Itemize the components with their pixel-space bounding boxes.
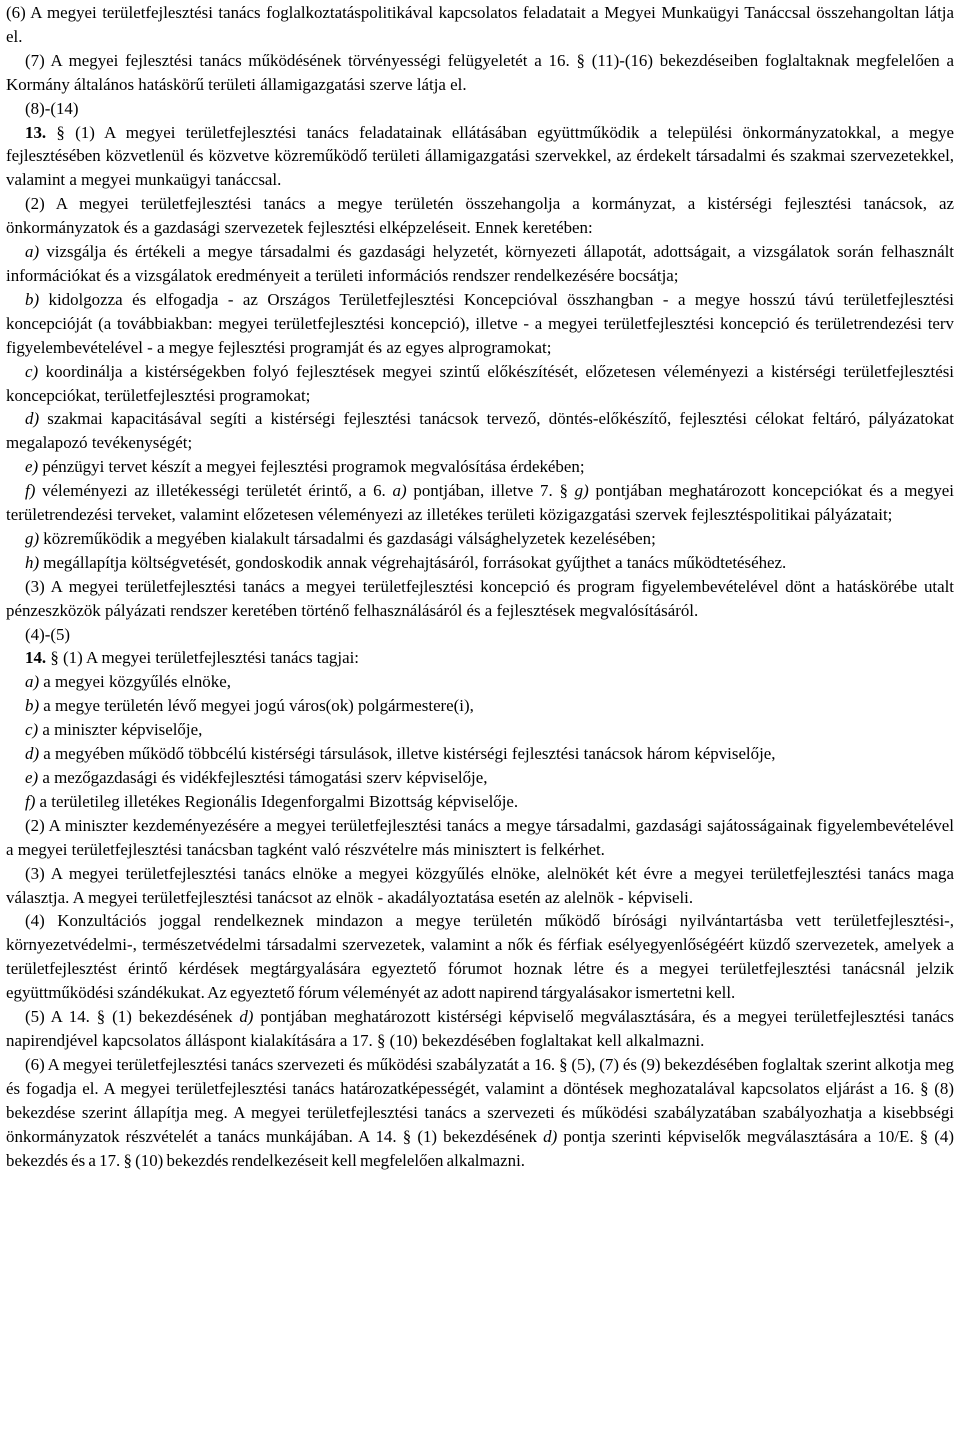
point-text: pontjában meghatározott koncepciókat és a megyei területrendezési terveket, valamint előzetesen véleményezi az illetékes területi közigazgatási szervek fejlesztéspolitikai pályázatait; bbox=[6, 481, 954, 525]
point-text: a megyei közgyűlés elnöke, bbox=[39, 672, 231, 692]
point-letter: e) bbox=[25, 457, 39, 477]
point-letter: c) bbox=[25, 361, 39, 381]
section-13-number: 13. bbox=[25, 122, 47, 142]
point-text: pontjában, illetve 7. § bbox=[406, 481, 575, 501]
point-letter: f) bbox=[25, 481, 36, 501]
section-14-paragraph-2: (2) A miniszter kezdeményezésére a megyei területfejlesztési tanács a megye társadalmi, gazdasági sajátosságainak figyelembevételével a megyei területfejlesztési tanácsban tagként való részvételre más minisztert is felkérhet. bbox=[6, 815, 954, 859]
paragraph-text: (6) A megyei területfejlesztési tanács szervezeti és működési szabályzatát a 16. § (5), (7) és (9) bekezdésében foglaltak szerint alkotja meg és fogadja el. A megyei területfejlesztési tanács határozatképességét, valamint a döntések meghozatalával kapcsolatos eljárást a 16. § (8) bekezdése szerint állapítja meg. A megyei területfejlesztési tanács a szervezeti és működési szabályzatában szabályozhatja a kisebbségi önkormányzatok részvételét a tanács munkájában. A 14. § (1) bekezdésének bbox=[6, 1054, 954, 1146]
point-text: a mezőgazdasági és vidékfejlesztési támogatási szerv képviselője, bbox=[38, 768, 488, 787]
point-letter: a) bbox=[25, 672, 40, 692]
section-14-paragraph-6 bbox=[6, 1053, 954, 1173]
point-text: a miniszter képviselője, bbox=[38, 720, 203, 740]
section-14-point-b bbox=[6, 694, 954, 718]
section-14-paragraph-4: (4) Konzultációs joggal rendelkeznek mindazon a megye területén működő bírósági nyilvántartásba vett területfejlesztési-, környezetvédelmi-, természetvédelmi társadalmi szervezetek, valamint a nők és férfiak esélyegyenlőségéért küzdő szervezetek, amelyek a területfejlesztést érintő kérdések megtárgyalására egyeztető fórumot hoznak létre és a megyei területfejlesztési tanácsnál jelzik együttműködési szándékukat. Az egyeztető fórum véleményét az adott napirend tárgyalásakor ismertetni kell. bbox=[6, 911, 954, 1003]
section-14-paragraph-1-text: § (1) A megyei területfejlesztési tanács tagjai: bbox=[46, 648, 359, 668]
paragraph-12-7: (7) A megyei fejlesztési tanács működésének törvényességi felügyeletét a 16. § (11)-(16) bekezdéseiben foglaltaknak megfelelően a Kormány általános hatáskörű területi államigazgatási szerve látja el. bbox=[6, 50, 954, 94]
paragraph-text: (5) A 14. § (1) bekezdésének bbox=[25, 1007, 240, 1027]
section-13-point-c bbox=[6, 360, 954, 408]
point-text: szakmai kapacitásával segíti a kistérségi fejlesztési tanácsok tervező, döntés-előkészítő, fejlesztési célokat feltáró, pályázatokat megalapozó tevékenységét; bbox=[6, 409, 954, 453]
point-letter: f) bbox=[25, 791, 36, 811]
point-reference: a) bbox=[392, 481, 407, 501]
point-letter: e) bbox=[25, 768, 39, 787]
section-13-paragraph-3: (3) A megyei területfejlesztési tanács a megyei területfejlesztési koncepció és program figyelembevételével dönt a hatáskörébe utalt pénzeszközök pályázati rendszer keretében történő felhasználásáról és a fejlesztések megvalósításáról. bbox=[6, 576, 954, 620]
section-13-paragraph-1 bbox=[6, 121, 954, 193]
point-text: kidolgozza és elfogadja - az Országos Területfejlesztési Koncepcióval összhangban - a megye hosszú távú területfejlesztési koncepcióját (a továbbiakban: megyei területfejlesztési koncepció), illetve - a megyei területfejlesztési koncepció és területrendezési terv figyelembevételével - a megye fejlesztési programját és az egyes alprogramokat; bbox=[6, 289, 954, 357]
section-13-point-d bbox=[6, 407, 954, 455]
point-letter: b) bbox=[25, 289, 40, 309]
section-13-point-e bbox=[6, 455, 954, 479]
section-14-point-e bbox=[6, 766, 954, 790]
section-13-point-b bbox=[6, 288, 954, 360]
point-text: közreműködik a megyében kialakult társadalmi és gazdasági válsághelyzetek kezelésében; bbox=[39, 528, 656, 548]
section-13-point-h bbox=[6, 551, 954, 575]
section-14-point-c bbox=[6, 718, 954, 742]
point-text: véleményezi az illetékességi területét érintő, a 6. bbox=[35, 481, 393, 501]
point-reference: d) bbox=[543, 1126, 558, 1146]
paragraph-12-6: (6) A megyei területfejlesztési tanács foglalkoztatáspolitikával kapcsolatos feladatait a Megyei Munkaügyi Tanáccsal összehangoltan látja el. bbox=[6, 3, 954, 46]
point-letter: b) bbox=[25, 696, 40, 716]
section-13-paragraph-1-text: § (1) A megyei területfejlesztési tanács feladatainak ellátásában együttműködik a települési önkormányzatokkal, a megye fejlesztésében közvetlenül és közvetve közreműködő területi államigazgatási szervekkel, az érdekelt társadalmi és szakmai szervezetekkel, valamint a megyei munkaügyi tanáccsal. bbox=[6, 122, 954, 190]
point-reference: d) bbox=[239, 1007, 254, 1027]
point-text: megállapítja költségvetését, gondoskodik annak végrehajtásáról, forrásokat gyűjthet a tanács működtetéséhez. bbox=[39, 552, 787, 572]
paragraph-text: pontja szerinti képviselők megválasztására a 10/E. § (4) bekezdés és a 17. § (10) bekezdés rendelkezéseit kell megfelelően alkalmazni. bbox=[6, 1126, 954, 1170]
point-letter: h) bbox=[25, 552, 40, 572]
point-letter: d) bbox=[25, 744, 40, 764]
point-text: pénzügyi tervet készít a megyei fejlesztési programok megvalósítása érdekében; bbox=[38, 457, 585, 477]
point-letter: d) bbox=[25, 409, 40, 429]
section-13-point-f bbox=[6, 479, 954, 527]
point-letter: a) bbox=[25, 242, 40, 262]
point-text: koordinálja a kistérségekben folyó fejlesztések megyei szintű előkészítését, előzetesen véleményezi a kistérségi területfejlesztési koncepciókat, területfejlesztési programokat; bbox=[6, 361, 954, 405]
section-13-point-g bbox=[6, 527, 954, 551]
section-14-number: 14. bbox=[25, 648, 47, 668]
point-text: a megye területén lévő megyei jogú város(ok) polgármestere(i), bbox=[39, 696, 474, 716]
section-14-point-f bbox=[6, 790, 954, 814]
section-14-point-d bbox=[6, 742, 954, 766]
point-letter: g) bbox=[25, 528, 40, 548]
point-text: a területileg illetékes Regionális Idegenforgalmi Bizottság képviselője. bbox=[35, 791, 519, 811]
section-14-paragraph-5 bbox=[6, 1005, 954, 1053]
point-text: vizsgálja és értékeli a megye társadalmi és gazdasági helyzetét, környezeti állapotát, adottságait, a vizsgálatok során felhasznált információkat és a vizsgálatok eredményeit a területi információs rendszer rendelkezésére bocsátja; bbox=[6, 242, 954, 285]
point-reference: g) bbox=[574, 481, 589, 501]
section-14-point-a bbox=[6, 670, 954, 694]
section-14-paragraph-1 bbox=[6, 646, 954, 670]
section-14-paragraph-3: (3) A megyei területfejlesztési tanács elnöke a megyei közgyűlés elnöke, alelnökét két évre a megyei területfejlesztési tanács maga választja. A megyei területfejlesztési tanácsot az elnök - akadályoztatása esetén az alelnök - képviseli. bbox=[6, 863, 954, 907]
section-13-point-a bbox=[6, 240, 954, 288]
paragraph-12-8-14: (8)-(14) bbox=[25, 98, 79, 118]
paragraph-text: pontjában meghatározott kistérségi képviselő megválasztására, és a megyei területfejlesztési tanács napirendjével kapcsolatos álláspont kialakítására a 17. § (10) bekezdésében foglaltakat kell alkalmazni. bbox=[6, 1007, 954, 1050]
section-13-paragraph-4-5: (4)-(5) bbox=[25, 624, 71, 644]
point-text: a megyében működő többcélú kistérségi társulások, illetve kistérségi fejlesztési tanácsok három képviselője, bbox=[39, 744, 776, 764]
section-13-paragraph-2: (2) A megyei területfejlesztési tanács a megye területén összehangolja a kormányzat, a kistérségi fejlesztési tanácsok, az önkormányzatok és a gazdasági szervezetek fejlesztési elképzeléseit. Ennek keretében: bbox=[6, 194, 954, 238]
point-letter: c) bbox=[25, 720, 39, 740]
